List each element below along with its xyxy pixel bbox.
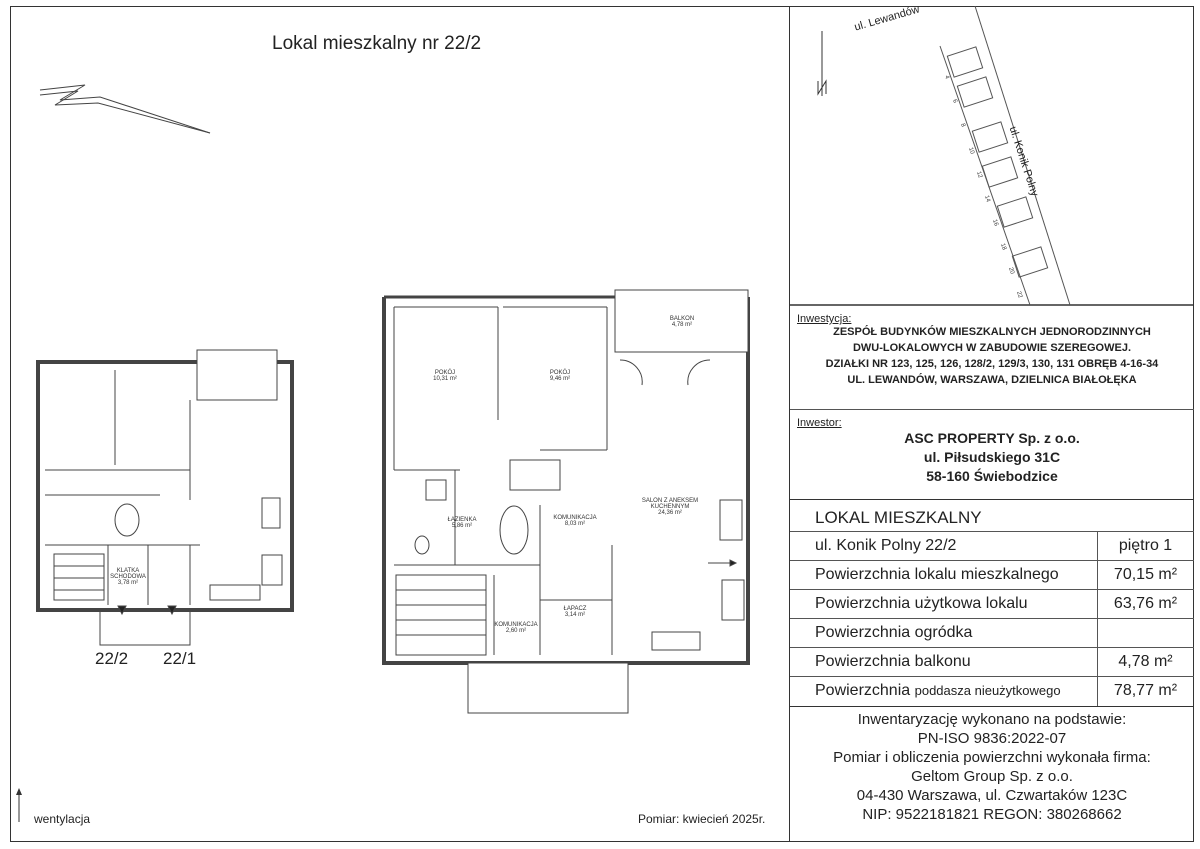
area-attic-label: Powierzchnia poddasza nieużytkowego [815,682,1061,699]
north-arrow-icon [818,31,826,96]
ventilation-arrow-icon [12,788,26,824]
unit-table [790,531,1194,706]
house-number: 14 [983,194,991,203]
small-floor-plan [38,350,292,645]
area-apartment-label: Powierzchnia lokalu mieszkalnego [815,566,1059,583]
house-number: 6 [951,98,958,104]
area-balcony-label: Powierzchnia balkonu [815,653,971,670]
house-number: 20 [1007,266,1015,275]
area-usable-value: 63,76 m² [1113,595,1178,612]
street-label-lewandow: ul. Lewandów [853,3,921,34]
room-label: POKÓJ 9,46 m² [549,370,571,382]
site-map [790,6,1194,306]
room-label: POKÓJ 10,31 m² [433,370,457,382]
room-label: SALON Z ANEKSEM KUCHENNYM 24,36 m² [641,498,699,516]
area-balcony-value: 4,78 m² [1118,653,1173,670]
house-number: 4 [943,74,950,80]
unit-address: ul. Konik Polny 22/2 [815,537,957,554]
stairwell-name: KLATKA SCHODOWA [110,568,146,580]
unit-label-left: 22/2 [95,649,129,668]
house-number: 22 [1015,290,1023,299]
investor-label: Inwestor: [797,417,842,429]
house-number: 16 [991,218,999,227]
house-number: 12 [975,170,983,179]
unit-label-right: 22/1 [163,649,197,668]
unit-floor: piętro 1 [1118,537,1173,554]
measurement-date: Pomiar: kwiecień 2025r. [638,812,766,826]
house-number: 10 [967,146,975,155]
stairwell-area: 3,78 m² [117,580,139,586]
room-label: ŁAZIENKA 5,86 m² [447,517,477,529]
house-number: 8 [959,122,966,128]
room-label: ŁAPACZ 3,14 m² [563,606,587,618]
room-label: KOMUNIKACJA 2,60 m² [494,622,538,634]
investment-label: Inwestycja: [797,313,852,325]
investment-text: ZESPÓŁ BUDYNKÓW MIESZKALNYCH JEDNORODZINNYCH DWU-LOKALOWYCH W ZABUDOWIE SZEREGOWEJ. DZIAŁKI NR 123, 125, 126, 128/2, 129/3, 130, 131 OBRĘB 4-16-34 UL. LEWANDÓW, WARSZAWA, DZIELNICA BIAŁOŁĘKA [825,326,1159,386]
street-label-konik-polny: ul. Konik Polny [1006,125,1041,198]
footer-text: Inwentaryzację wykonano na podstawie: PN-ISO 9836:2022-07 Pomiar i obliczenia powierzchni wykonała firma: Geltom Group Sp. z o.o. 04-430 Warszawa, ul. Czwartaków 123C NIP: 9522181821 REGON: 380268662 [833,711,1151,823]
unit-table-heading: LOKAL MIESZKALNY [815,508,982,527]
page-title: Lokal mieszkalny nr 22/2 [272,33,482,54]
orientation-sign [40,85,210,133]
area-apartment-value: 70,15 m² [1113,566,1178,583]
area-attic-value: 78,77 m² [1113,682,1178,699]
ventilation-label: wentylacja [34,812,91,826]
room-label: KOMUNIKACJA 8,03 m² [553,515,597,527]
area-garden-label: Powierzchnia ogródka [815,624,973,641]
investor-text: ASC PROPERTY Sp. z o.o. ul. Piłsudskiego 31C 58-160 Świebodzice [904,430,1080,484]
room-label: BALKON 4,78 m² [669,316,695,328]
area-usable-label: Powierzchnia użytkowa lokalu [815,595,1028,612]
house-number: 18 [999,242,1007,251]
